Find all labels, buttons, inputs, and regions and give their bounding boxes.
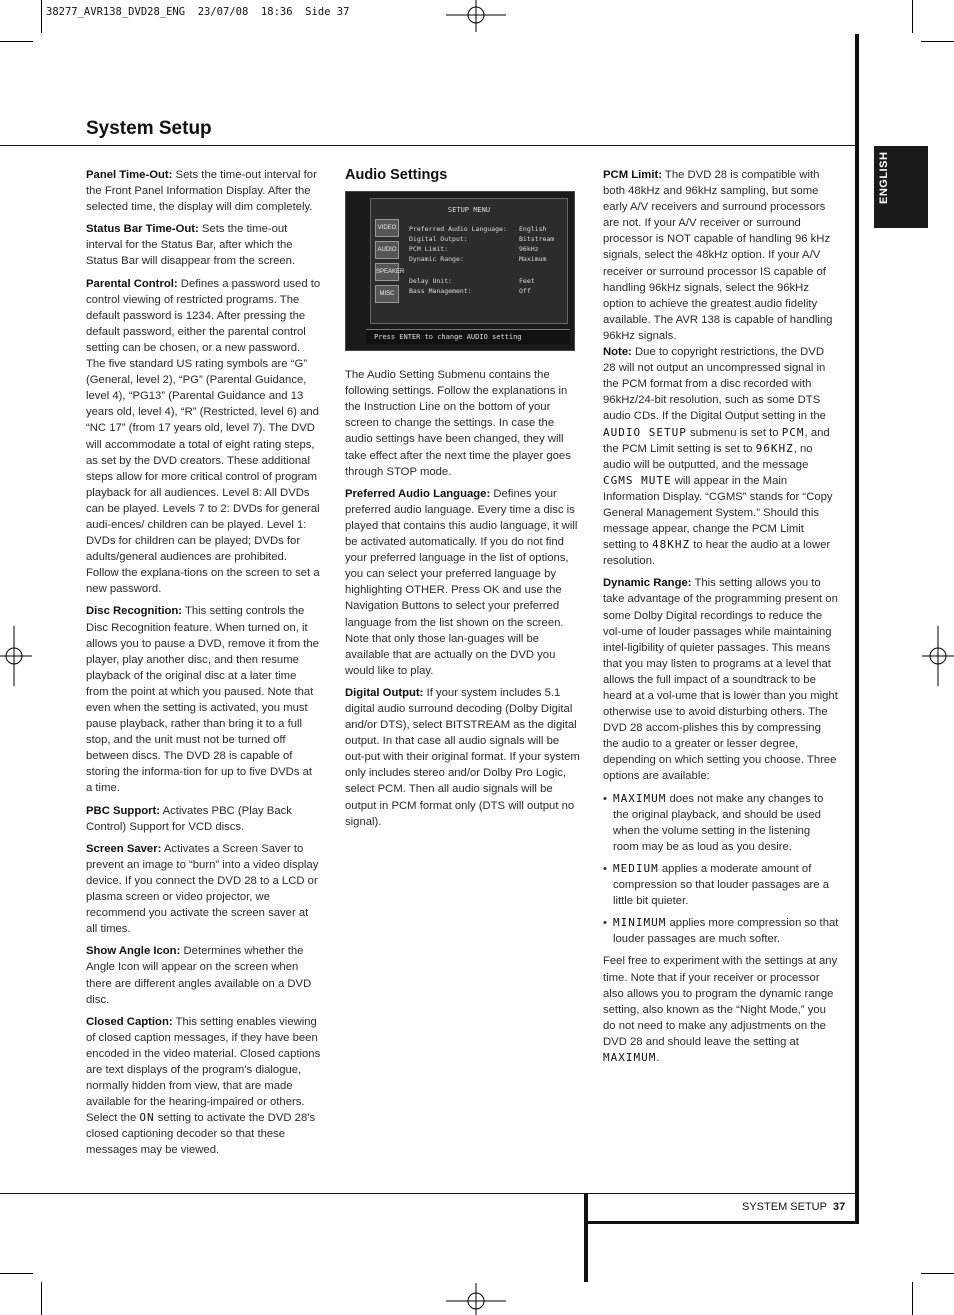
menu-row-value: English [519, 225, 547, 234]
panel-timeout-paragraph [86, 167, 321, 215]
setup-menu-title: SETUP MENU [447, 206, 491, 215]
lcd-96khz: 96KHZ [755, 441, 794, 455]
setup-menu-screenshot [345, 191, 575, 351]
bullet-maximum [603, 791, 839, 855]
closed-caption-text-end: setting to activate the DVD 28’s closed captioning decoder so that these messages may be viewed. [86, 1112, 316, 1157]
digital-output-text: If your system includes 5.1 digital audio surround decoding (Dolby Digital and/or DTS), select BITSTREAM as the digital output. In that case all audio signals will be out-put with their original format. If your system only includes stereo and/or Dolby Pro Logic, select PCM. Then all audio signals will be output in PCM format only (DTS will output no signal). [345, 686, 580, 828]
parental-control-text: Defines a password used to control viewing of restricted programs. The default password is 1234. After pressing the default password, either the parental control setting can be chosen, or a new password. The five standard US rating symbols are “G” (General, level 2), “PG” (Parental Guidance, level 4), “PG13” (Parental Guidance and 13 years old, level 4), “R” (Restricted, level 6) and “NC 17” (from 17 years old, level 7). The DVD will accommodate a total of eight rating steps, as set by the DVD creators. These additional steps allow for more critical control of program playback for all audiences. Level 8: All DVDs can be played. Levels 7 to 2: DVDs for general audi-ences/ children can be played. Level 1: DVDs for children can be played; DVDs for adults/general audiences are prohibited. Follow the explana-tions on the screen to set a new password. [86, 277, 321, 596]
setup-menu-panel [370, 198, 568, 324]
page-title: System Setup [86, 118, 212, 139]
digital-output-label: Digital Output: [345, 686, 424, 699]
lcd-on: ON [139, 1111, 155, 1125]
footer-section: SYSTEM SETUP [742, 1201, 827, 1213]
menu-row-label: Bass Management: [409, 287, 472, 296]
closed-caption-label: Closed Caption: [86, 1015, 173, 1028]
speaker-menu-icon: SPEAKER [375, 263, 399, 281]
closed-caption-text: This setting enables viewing of closed caption messages, if they have been encoded in the video material. Closed captions are text displays of the program’s dialogue, normally hidden from view, that are made available for the hearing-impaired or others. Select the [86, 1015, 321, 1125]
note-text: to hear the audio at a lower resolution. [603, 539, 831, 568]
angle-icon-paragraph [86, 943, 321, 1007]
footer-vertical-rule [584, 1193, 588, 1282]
lcd-audio-setup: AUDIO SETUP [603, 425, 687, 439]
audio-settings-heading: Audio Settings [345, 167, 448, 183]
closing-text: Feel free to experiment with the settings at any time. Note that if your receiver or processor also allows you to program the dynamic range setting, also known as the “Night Mode,” you do not need to make any adjustments on the DVD 28 and should leave the setting at [603, 955, 838, 1048]
crop-mark [912, 0, 913, 33]
pbc-text: Activates PBC (Play Back Control) Support for VCD discs. [86, 804, 292, 833]
page-footer [742, 1201, 845, 1213]
menu-row-value: Feet [519, 277, 535, 286]
pcm-limit-text: The DVD 28 is compatible with both 48kHz and 96kHz sampling, but some early A/V receivers and surround processors are not. If your A/V receiver or surround processor is NOT capable of handling 96 kHz signals, select the 48kHz option. If your A/V receiver or surround processor IS capable of handling 96kHz signals, select the 96kHz option to achieve the greatest audio fidelity available. The AVR 138 is capable of handling 96kHz signals. [603, 169, 833, 342]
note-text: , and the PCM Limit setting is set to [603, 426, 830, 455]
note-text: will appear in the Main Information Display. “CGMS” stands for “Copy General Management System.” Should this message appear, change the PCM Limit setting to [603, 474, 833, 552]
panel-timeout-label: Panel Time-Out: [86, 169, 173, 181]
bullet-minimum [603, 915, 839, 947]
preferred-language-label: Preferred Audio Language: [345, 487, 491, 500]
lcd-medium: MEDIUM [613, 861, 659, 875]
lcd-pcm: PCM [781, 425, 805, 439]
closed-caption-paragraph [86, 1014, 321, 1159]
bullet-dot: • [603, 792, 607, 805]
digital-output-paragraph [345, 685, 581, 830]
instruction-line: Press ENTER to change AUDIO setting [366, 329, 570, 344]
menu-row [409, 251, 547, 267]
lcd-cgms-mute: CGMS MUTE [603, 473, 672, 487]
menu-row-label: PCM Limit: [409, 245, 449, 254]
bullet-medium [603, 861, 839, 909]
pcm-limit-paragraph [603, 167, 839, 344]
menu-row-value: Maximum [519, 255, 547, 264]
menu-row-value: Off [519, 287, 531, 296]
menu-row-value: 96kHz [519, 245, 539, 254]
pcm-limit-label: PCM Limit: [603, 169, 662, 181]
menu-row-label: Preferred Audio Language: [409, 225, 507, 234]
angle-icon-label: Show Angle Icon: [86, 945, 181, 958]
parental-control-paragraph [86, 276, 321, 598]
note-label: Note: [603, 346, 632, 359]
footer-rule [0, 1193, 858, 1194]
bullet-dot: • [603, 917, 607, 930]
bullet-text: applies a moderate amount of compression so that louder passages are a little bit quieter. [613, 862, 830, 908]
crop-mark [921, 41, 954, 42]
bullet-dot: • [603, 862, 607, 875]
angle-icon-text: Determines whether the Angle Icon will appear on the screen when there are different angles available on a DVD disc. [86, 945, 312, 1006]
screen-saver-paragraph [86, 841, 321, 938]
page-number: 37 [832, 1201, 846, 1213]
disc-recognition-label: Disc Recognition: [86, 605, 183, 618]
closing-paragraph [603, 953, 839, 1066]
menu-row-label: Digital Output: [409, 235, 468, 244]
disc-recognition-text: This setting controls the Disc Recognition feature. When turned on, it allows you to pause a DVD, remove it from the player, play another disc, and then resume playback of the original disc at a later time from the point at which you paused. Note that even when the setting is activated, you must pause playback, rather than bring it to a full stop, and the unit must not be turned off between discs. The DVD 28 is capable of storing the informa-tion for up to five DVDs at a time. [86, 605, 319, 795]
registration-mark-left [0, 626, 32, 686]
misc-menu-icon: MISC [375, 285, 399, 303]
menu-row [409, 283, 531, 299]
dynamic-range-paragraph [603, 575, 839, 784]
crop-mark [912, 1282, 913, 1315]
bullet-text: does not make any changes to the original playback, and should be used when the volume setting in the listening room may be as loud as you desire. [613, 792, 824, 853]
crop-mark [41, 0, 42, 33]
crop-mark [0, 1273, 33, 1274]
menu-row-value: Bitstream [519, 235, 555, 244]
preferred-language-text: Defines your preferred audio language. Every time a disc is played that contains this audio language, it will be activated automatically. If you do not find your preferred language in the list of options, you can select your preferred language by highlighting OTHER. Press OK and use the Navigation Buttons to select your preferred language from the list shown on the screen. Note that only those lan-guages will be available that are actually on the DVD you would like to play. [345, 487, 578, 677]
registration-mark-top [446, 0, 506, 32]
status-bar-text: Sets the time-out interval for the Status Bar, after which the Status Bar will disappear from the screen. [86, 223, 296, 268]
audio-menu-icon: AUDIO [375, 241, 399, 259]
registration-mark-bottom [446, 1283, 506, 1315]
print-slug: 38277_AVR138_DVD28_ENG 23/07/08 18:36 Side 37 [46, 6, 350, 18]
crop-mark [0, 41, 33, 42]
footer-bottom-rule [584, 1221, 859, 1224]
note-text: Due to copyright restrictions, the DVD 28 will not output an uncompressed signal in the PCM format from a disc recorded with 96kHz/24-bit resolution, such as some DTS audio CDs. If the Digital Output setting in the [603, 346, 826, 423]
title-rule [0, 145, 858, 146]
note-paragraph [603, 344, 839, 569]
note-text: , no audio will be outputted, and the message [603, 442, 813, 471]
panel-timeout-text: Sets the time-out interval for the Front Panel Information Display. After the selected time, the display will dim completely. [86, 169, 317, 214]
audio-intro-paragraph: The Audio Setting Submenu contains the following settings. Follow the explanations in the Instruction Line on the bottom of your screen to change the settings. In case the audio settings have been changed, they will take effect after the next time the player goes through STOP mode. [345, 369, 571, 478]
column-3 [603, 167, 839, 1072]
language-tab [874, 146, 928, 228]
pbc-label: PBC Support: [86, 804, 161, 817]
language-tab-label: ENGLISH [878, 151, 890, 204]
note-text: submenu is set to [686, 426, 782, 439]
screen-saver-text: Activates a Screen Saver to prevent an image to “burn” into a video display device. If you connect the DVD 28 to a LCD or plasma screen or video projector, we recommend you activate the screen saver at all times. [86, 842, 319, 936]
dynamic-range-text: This setting allows you to take advantage of the programming present on some Dolby Digital recordings to reduce the vol-ume of louder passages while maintaining intel-ligibility of quieter passages. This means that you may listen to programs at a level that allows the full impact of a soundtrack to be heard at a vol-ume that is lower than you might otherwise use to avoid disturbing others. The DVD 28 accom-plishes this by compressing the audio to a greater or lesser degree, depending on which setting you choose. Three options are available: [603, 577, 838, 783]
menu-row-label: Delay Unit: [409, 277, 453, 286]
column-1 [86, 167, 321, 1165]
lcd-minimum: MINIMUM [613, 916, 667, 930]
bullet-text: applies more compression so that louder passages are much softer. [613, 917, 839, 946]
status-bar-label: Status Bar Time-Out: [86, 223, 199, 236]
column-2 [345, 167, 581, 836]
video-menu-icon: VIDEO [375, 219, 399, 237]
right-vertical-rule [855, 34, 859, 1224]
crop-mark [41, 1282, 42, 1315]
status-bar-paragraph [86, 221, 321, 269]
lcd-maximum: MAXIMUM [613, 791, 667, 805]
crop-mark [921, 1273, 954, 1274]
disc-recognition-paragraph [86, 603, 321, 796]
closing-end: . [656, 1051, 660, 1064]
menu-row-label: Dynamic Range: [409, 255, 464, 264]
screen-saver-label: Screen Saver: [86, 842, 162, 855]
parental-control-label: Parental Control: [86, 277, 178, 290]
registration-mark-right [922, 626, 954, 686]
dynamic-range-label: Dynamic Range: [603, 577, 692, 590]
lcd-maximum: MAXIMUM [603, 1050, 657, 1064]
pbc-paragraph [86, 803, 321, 835]
preferred-language-paragraph [345, 486, 581, 679]
lcd-48khz: 48KHZ [651, 538, 691, 552]
